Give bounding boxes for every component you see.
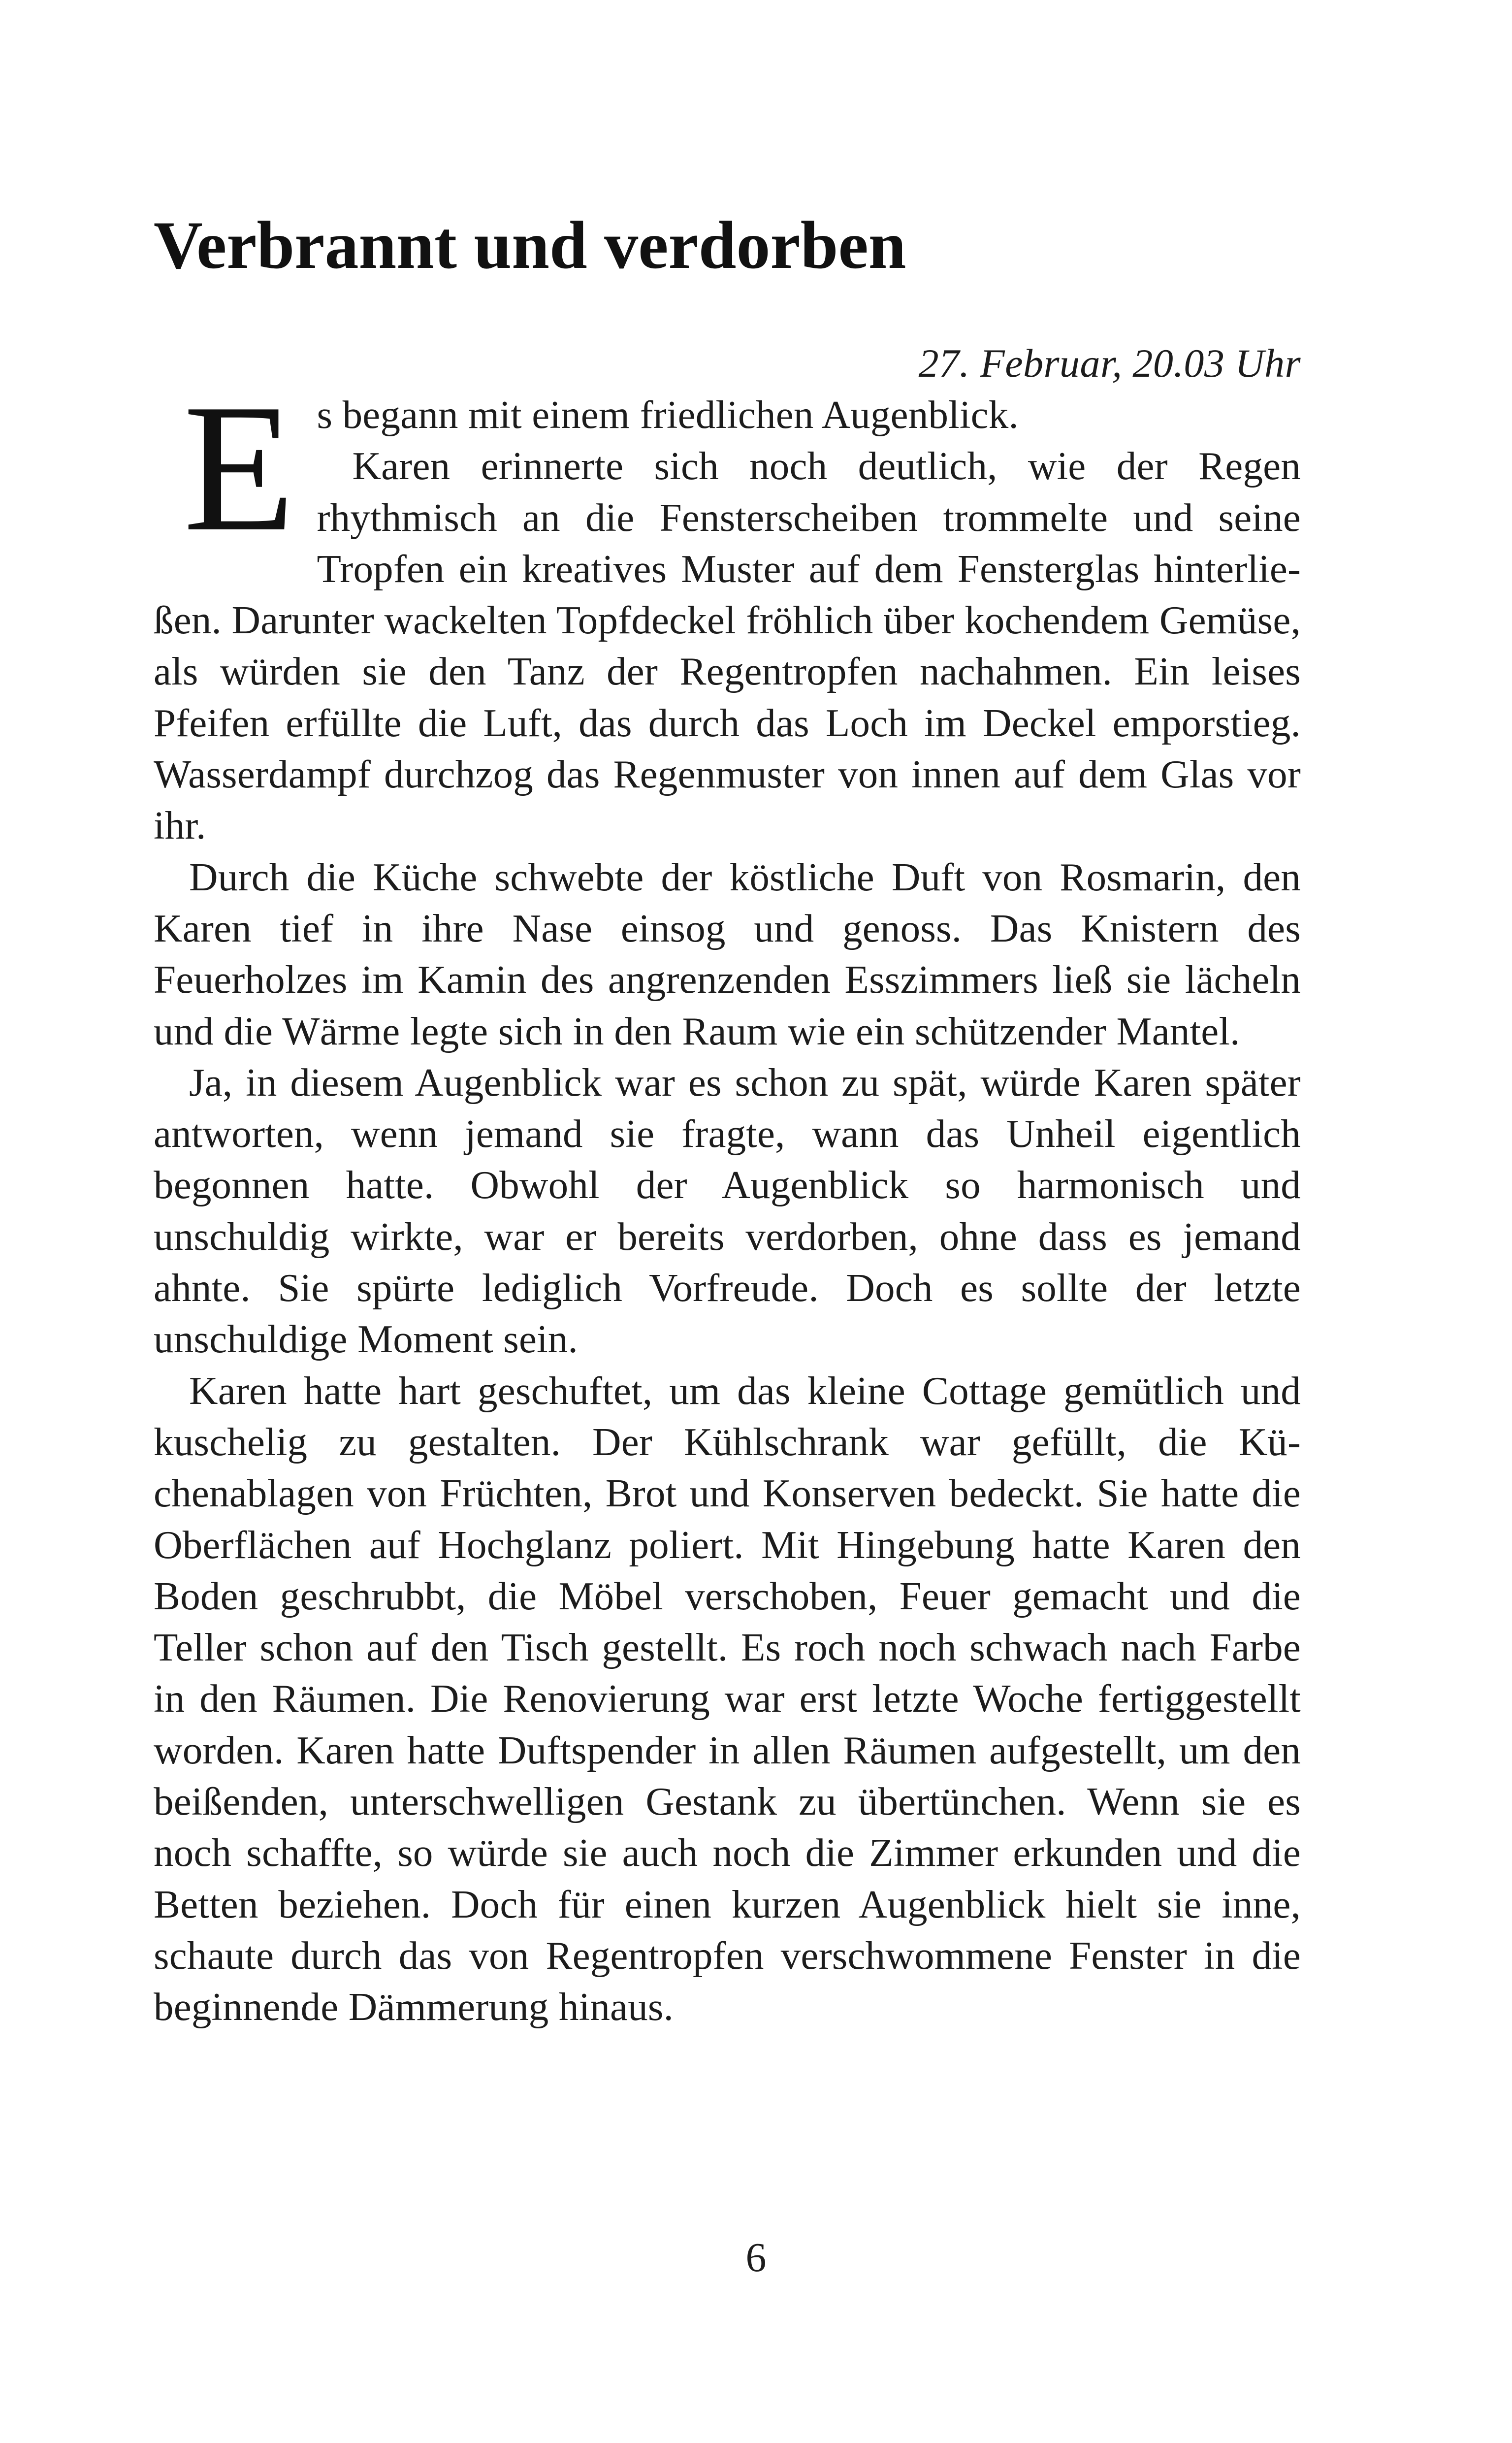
paragraph-3: Durch die Küche schwebte der köstliche Duft von Rosmarin, den Karen tief in ihre Nase einsog und genoss. Das Knistern des Feuerholzes im Kamin des angrenzenden Esszimmers ließ sie lächeln und die Wärme legte sich in den Raum wie ein schützender Mantel. [154,854,1301,1053]
page-number: 6 [745,2235,767,2280]
chapter-dateline: 27. Februar, 20.03 Uhr [918,341,1301,386]
chapter-title: Verbrannt und verdorben [154,207,906,283]
paragraph-2: Karen erinnerte sich noch deutlich, wie der Regen rhythmisch an die Fensterscheiben trommelte und seine Tropfen ein kreatives Muster auf dem Fensterglas hinterließen. Darunter wackelten Topfdeckel fröhlich über kochendem Gemüse, als würden sie den Tanz der Regentropfen nachahmen. Ein leises Pfeifen erfüllte die Luft, das durch das Loch im Deckel emporstieg. Wasserdampf durchzog das Regenmuster von innen auf dem Glas vor ihr. [154,444,1301,848]
body-text [154,367,1301,2033]
drop-cap: E [183,367,295,569]
paragraph-1 [154,367,1301,569]
paragraph-1-text: s begann mit einem friedlichen Augenblick. [317,392,1019,437]
paragraph-4: Ja, in diesem Augenblick war es schon zu spät, würde Karen später antworten, wenn jemand sie fragte, wann das Unheil eigentlich begonnen hatte. Obwohl der Augenblick so harmonisch und unschuldig wirkte, war er bereits verdorben, ohne dass es jemand ahnte. Sie spürte lediglich Vorfreude. Doch es sollte der letzte unschuldige Moment sein. [154,1060,1301,1362]
paragraph-5: Karen hatte hart geschuftet, um das kleine Cottage gemütlich und kuschelig zu gestalten. Der Kühlschrank war gefüllt, die Küchenablagen von Früchten, Brot und Konserven bedeckt. Sie hatte die Oberflächen auf Hochglanz poliert. Mit Hingebung hatte Karen den Boden geschrubbt, die Möbel verschoben, Feuer gemacht und die Teller schon auf den Tisch gestellt. Es roch noch schwach nach Farbe in den Räumen. Die Renovierung war erst letzte Woche fertiggestellt worden. Karen hatte Duftspender in allen Räumen aufgestellt, um den beißenden, unterschwelligen Gestank zu übertünchen. Wenn sie es noch schaffte, so würde sie auch noch die Zimmer erkunden und die Betten beziehen. Doch für einen kurzen Augenblick hielt sie inne, schaute durch das von Regentropfen verschwommene Fenster in die beginnende Dämmerung hinaus. [154,1368,1301,2029]
